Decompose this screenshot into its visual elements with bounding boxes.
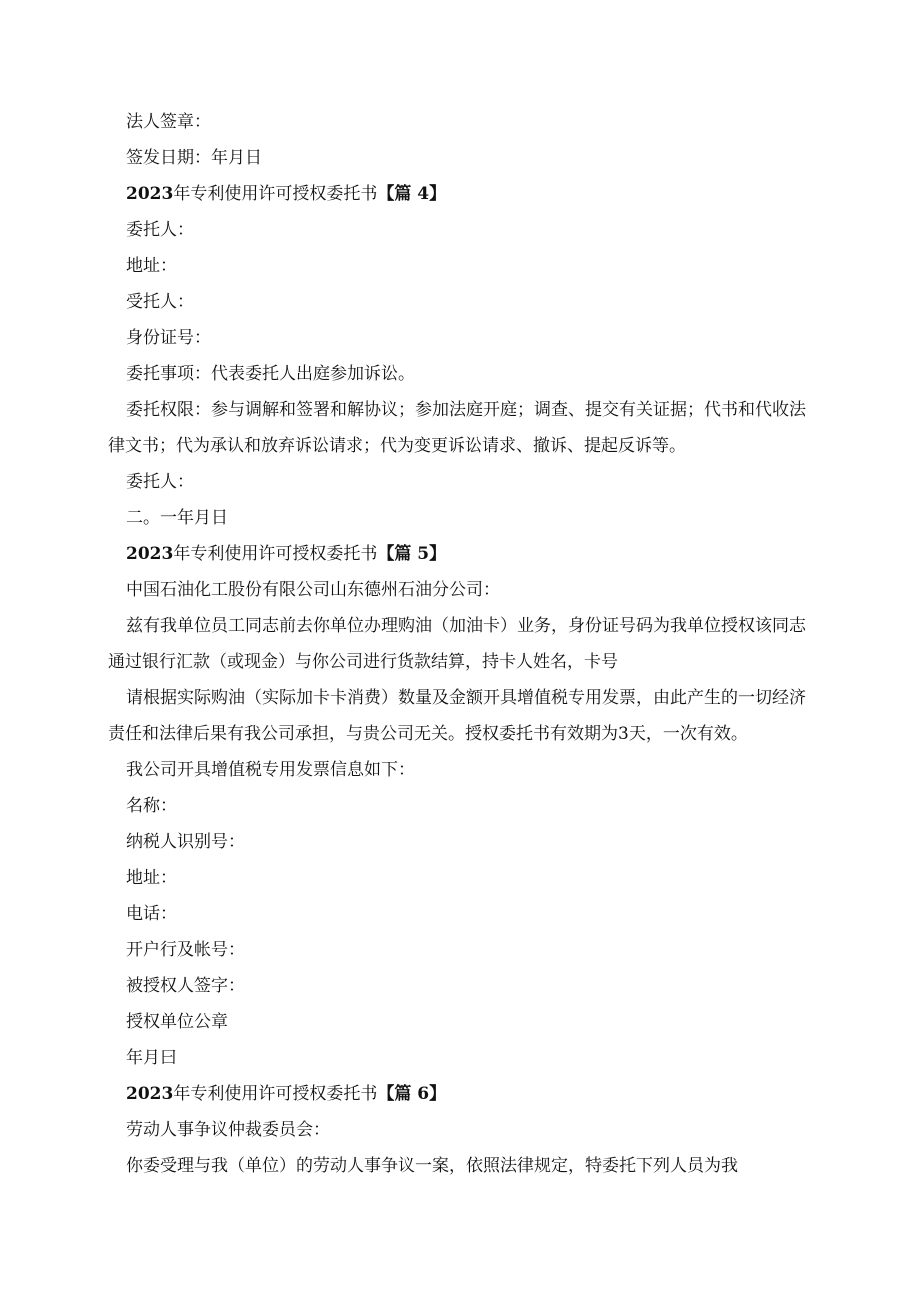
taxpayer-id-field: 纳税人识别号： bbox=[126, 832, 245, 852]
heading-title: 年专利使用许可授权委托书 bbox=[173, 1084, 378, 1104]
company-seal-field: 授权单位公章 bbox=[126, 1012, 228, 1032]
id-number-line: 身份证号： bbox=[126, 328, 211, 348]
issue-date-line: 签发日期：年月日 bbox=[126, 148, 262, 168]
authority-line-1: 委托权限：参与调解和签署和解协议；参加法庭开庭；调查、提交有关证据；代书和代收法 bbox=[126, 400, 806, 420]
phone-field: 电话： bbox=[126, 904, 177, 924]
addressee-line: 中国石油化工股份有限公司山东德州石油分公司： bbox=[126, 580, 500, 600]
invoice-info-intro: 我公司开具增值税专用发票信息如下： bbox=[126, 760, 415, 780]
body-paragraph-2-line-2: 责任和法律后果有我公司承担，与贵公司无关。授权委托书有效期为3天，一次有效。 bbox=[108, 724, 748, 744]
body-paragraph-1-line-2: 通过银行汇款（或现金）与你公司进行货款结算，持卡人姓名，卡号 bbox=[108, 652, 618, 672]
heading-section-number: 【篇 5】 bbox=[377, 544, 447, 564]
principal-signature-line: 委托人： bbox=[126, 472, 194, 492]
body-paragraph-2-line-1: 请根据实际购油（实际加卡卡消费）数量及金额开具增值税专用发票，由此产生的一切经济 bbox=[126, 688, 806, 708]
arbitration-body-line: 你委受理与我（单位）的劳动人事争议一案，依照法律规定，特委托下列人员为我 bbox=[126, 1156, 738, 1176]
heading-section-number: 【篇 6】 bbox=[377, 1084, 447, 1104]
heading-year: 2023 bbox=[126, 544, 174, 564]
body-paragraph-1-line-1: 兹有我单位员工同志前去你单位办理购油（加油卡）业务，身份证号码为我单位授权该同志 bbox=[126, 616, 806, 636]
date-field: 年月曰 bbox=[126, 1048, 177, 1068]
heading-year: 2023 bbox=[126, 1084, 174, 1104]
heading-title: 年专利使用许可授权委托书 bbox=[173, 544, 378, 564]
section-heading-5 bbox=[126, 542, 816, 566]
legal-seal-line: 法人签章： bbox=[126, 112, 211, 132]
arbitration-addressee-line: 劳动人事争议仲裁委员会： bbox=[126, 1120, 330, 1140]
address-field: 地址： bbox=[126, 868, 177, 888]
agent-line: 受托人： bbox=[126, 292, 194, 312]
authorized-signature-field: 被授权人签字： bbox=[126, 976, 245, 996]
authority-line-2: 律文书；代为承认和放弃诉讼请求；代为变更诉讼请求、撤诉、提起反诉等。 bbox=[108, 436, 686, 456]
section-heading-4 bbox=[126, 182, 816, 206]
date-line: 二。一年月日 bbox=[126, 508, 228, 528]
heading-section-number: 【篇 4】 bbox=[377, 184, 447, 204]
bank-account-field: 开户行及帐号： bbox=[126, 940, 245, 960]
heading-title: 年专利使用许可授权委托书 bbox=[173, 184, 378, 204]
principal-line: 委托人： bbox=[126, 220, 194, 240]
address-line: 地址： bbox=[126, 256, 177, 276]
section-heading-6 bbox=[126, 1082, 816, 1106]
heading-year: 2023 bbox=[126, 184, 174, 204]
company-name-field: 名称： bbox=[126, 796, 177, 816]
entrusted-matter-line: 委托事项：代表委托人出庭参加诉讼。 bbox=[126, 364, 415, 384]
